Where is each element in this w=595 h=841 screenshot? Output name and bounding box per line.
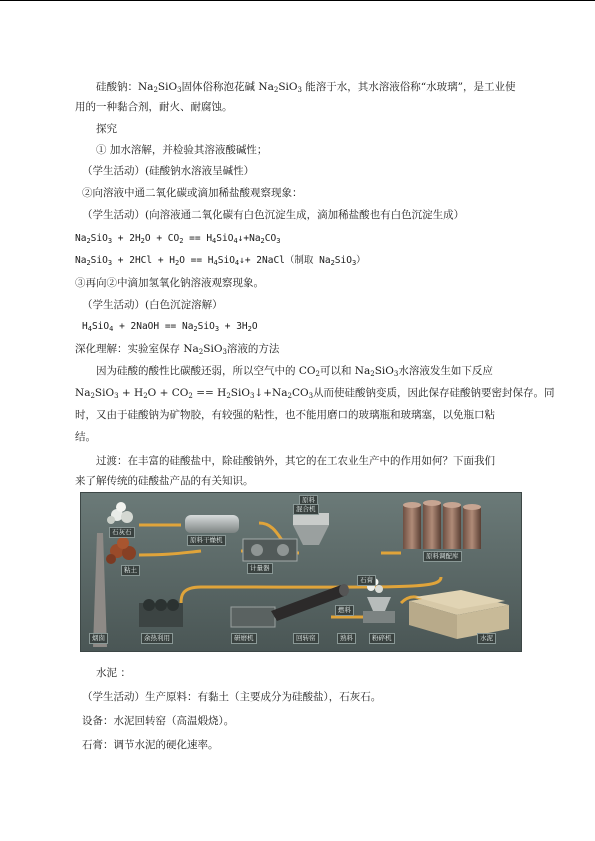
step-3: ③再向②中滴加氢氧化钠溶液观察现象。 <box>75 277 264 289</box>
label-limestone: 石灰石 <box>109 527 135 538</box>
explore-heading: 探究 <box>96 123 117 135</box>
equation-2: $Na_2SiO_3 + 2HCl + H_2O$ == $H_4SiO_4↓+$ 2NaCl（制取 $Na_2SiO_3$） <box>75 255 366 267</box>
label-mill: 研磨机 <box>231 633 257 644</box>
transition-line1: 过渡：在丰富的硅酸盐中，除硅酸钠外，其它的在工农业生产中的作用如何？下面我们 <box>96 455 495 467</box>
equipment-line: 设备：水泥回转窑（高温煅烧）。 <box>82 715 235 727</box>
label-gypsum: 石膏 <box>357 575 376 586</box>
reason-paragraph-line2: $Na_2SiO_3 + H_2O + CO_2$ == $H_2SiO_3↓+Na_2CO_3$从而使硅酸钠变质，因此保存硅酸钠要密封保存。同 <box>75 387 555 400</box>
label-metering: 计量器 <box>247 563 273 574</box>
label-grinder: 粉碎机 <box>369 633 395 644</box>
student-activity-1: （学生活动）(硅酸钠水溶液呈碱性） <box>82 165 255 177</box>
reason-paragraph-line3: 时，又由于硅酸钠为矿物胶，有较强的粘性，也不能用磨口的玻璃瓶和玻璃塞，以免瓶口粘 <box>75 409 495 421</box>
label-clinker: 熟料 <box>337 633 356 644</box>
step-2: ②向溶液中通二氧化碳或滴加稀盐酸观察现象： <box>82 187 303 199</box>
label-mixer-top: 原料 <box>299 495 318 506</box>
label-kiln: 回转窑 <box>293 633 319 644</box>
top-border-line <box>0 0 595 1</box>
cement-title: 水泥 ： <box>96 667 131 679</box>
label-fuel: 燃料 <box>335 605 354 616</box>
equation-3: $H_4SiO_4$ + 2NaOH == $Na_2SiO_3 + 3H_2O$ <box>82 321 258 333</box>
student-activity-4: （学生活动）生产原料：有黏土（主要成分为硅酸盐），石灰石。 <box>82 691 382 703</box>
label-mixer: 混合机 <box>293 504 319 515</box>
reason-paragraph: 因为硅酸的酸性比碳酸还弱，所以空气中的 $CO_2$可以和 $Na_2SiO_3$水溶液发生如下反应 <box>96 365 493 378</box>
student-activity-3: （学生活动）(白色沉淀溶解） <box>82 299 223 311</box>
label-dryer: 原料干燥机 <box>187 535 226 546</box>
cement-process-illustration <box>81 493 521 651</box>
mill-machine <box>231 607 275 627</box>
deep-understanding: 深化理解：实验室保存 $Na_2SiO_3$溶液的方法 <box>75 343 280 356</box>
sodium-silicate-intro-cont: 用的一种黏合剂，耐火、耐腐蚀。 <box>75 101 233 113</box>
step-1: ① 加水溶解，并检验其溶液酸碱性； <box>96 144 268 156</box>
label-clay: 粘土 <box>121 565 140 576</box>
student-activity-2: （学生活动）(向溶液通二氧化碳有白色沉淀生成，滴加稀盐酸也有白色沉淀生成） <box>82 209 465 221</box>
label-silo: 原料调配库 <box>423 551 462 562</box>
label-chimney: 烟囱 <box>89 633 108 644</box>
transition-line2: 来了解传统的硅酸盐产品的有关知识。 <box>75 475 254 487</box>
gypsum-line: 石膏：调节水泥的硬化速率。 <box>82 739 219 751</box>
cement-production-diagram <box>80 492 522 652</box>
label-cement: 水泥 <box>477 633 496 644</box>
equation-1: $Na_2SiO_3 + 2H_2O + CO_2$ == $H_4SiO_4↓+Na_2CO_3$ <box>75 233 281 245</box>
sodium-silicate-intro: 硅酸钠：$Na_2SiO_3$固体俗称泡花碱 $Na_2SiO_3$ 能溶于水，其水溶液俗称“水玻璃”，是工业使 <box>96 81 516 94</box>
dryer-machine <box>185 515 239 533</box>
reason-paragraph-line4: 结。 <box>75 431 96 443</box>
dust-collector <box>139 599 183 627</box>
label-waste-heat: 余热利用 <box>141 633 173 644</box>
